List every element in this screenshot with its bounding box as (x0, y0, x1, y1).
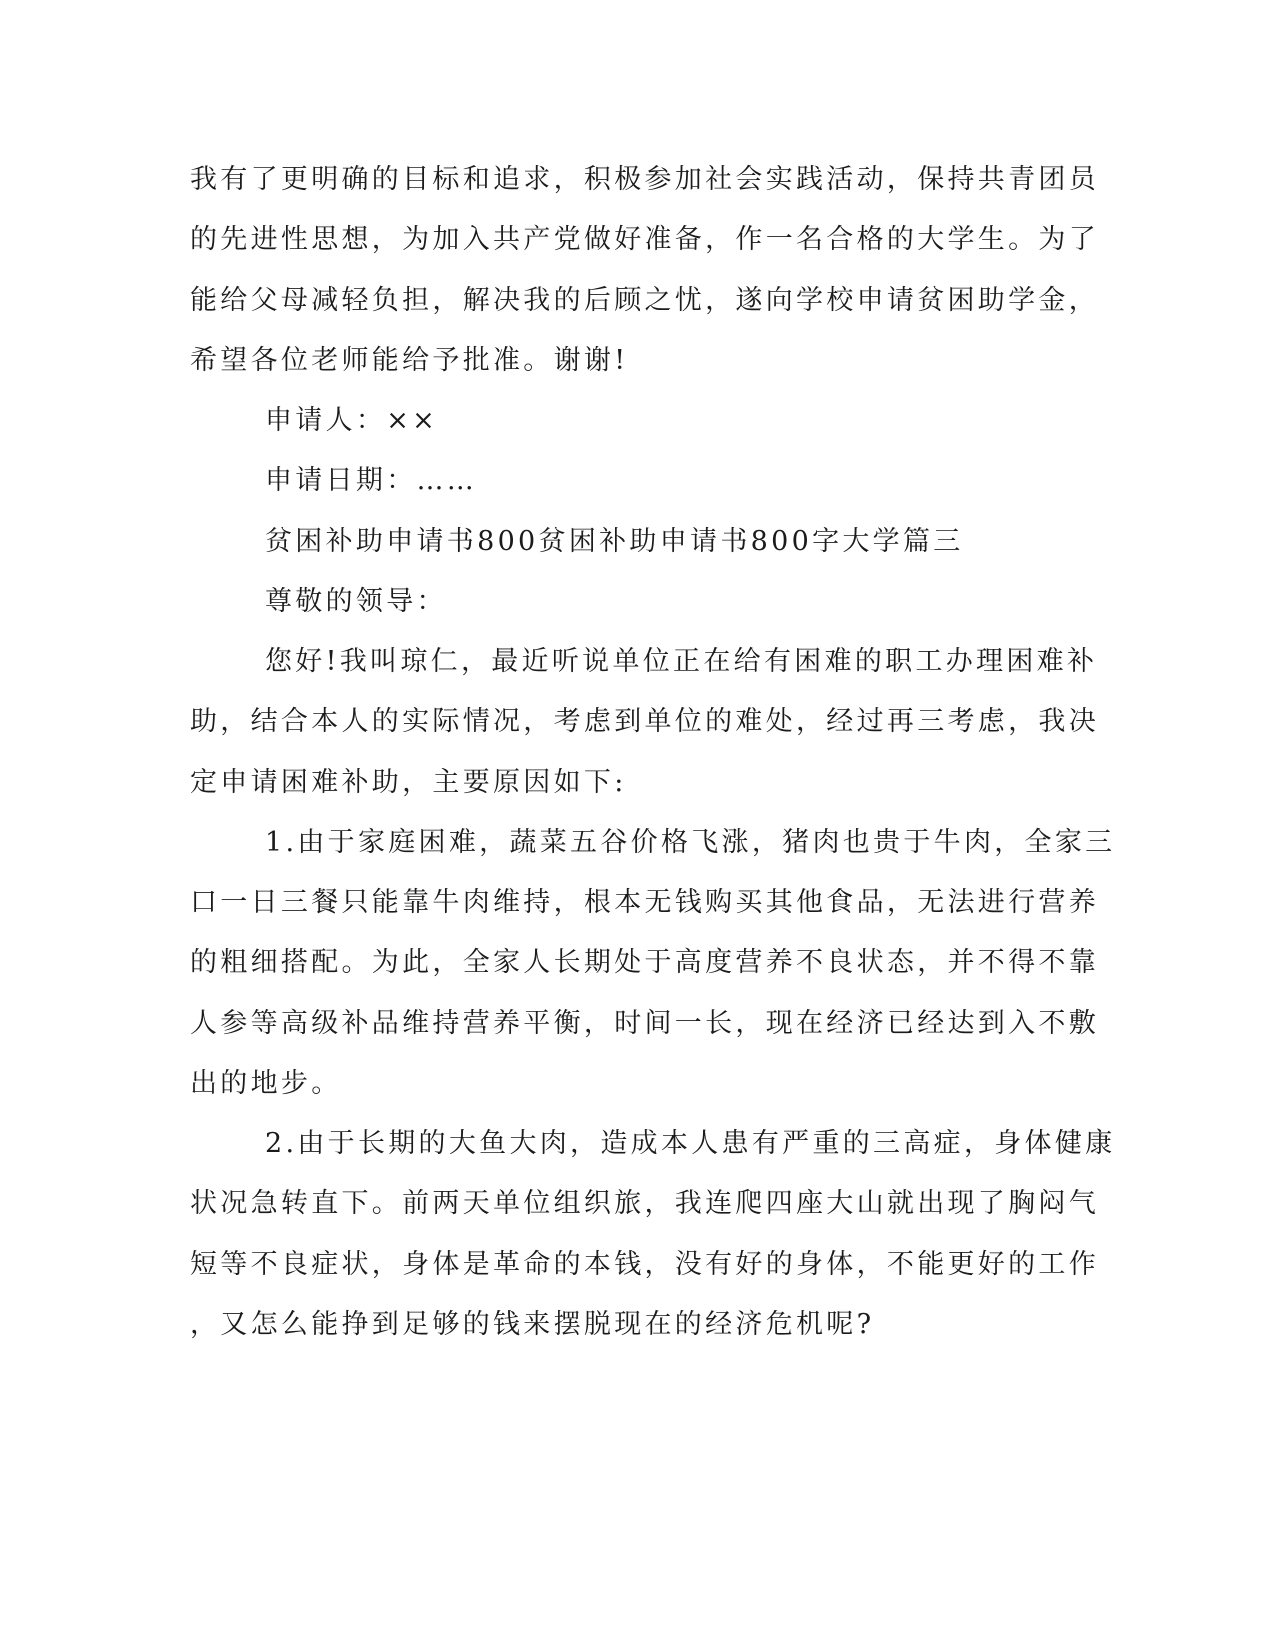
application-date-line: 申请日期：…… (265, 465, 478, 496)
section-heading: 贫困补助申请书800贫困补助申请书800字大学篇三 (265, 526, 964, 557)
paragraph-line: 我有了更明确的目标和追求，积极参加社会实践活动，保持共青团员 (190, 164, 1099, 195)
salutation: 尊敬的领导： (265, 586, 447, 617)
list-item-2-line: 短等不良症状，身体是革命的本钱，没有好的身体，不能更好的工作 (190, 1249, 1099, 1280)
list-item-1-line: 出的地步。 (190, 1068, 342, 1099)
applicant-line: 申请人：×× (265, 405, 439, 436)
paragraph-line: 定申请困难补助，主要原因如下: (190, 767, 627, 798)
list-item-1-line: 的粗细搭配。为此，全家人长期处于高度营养不良状态，并不得不靠 (190, 947, 1099, 978)
list-item-2-line: ，又怎么能挣到足够的钱来摆脱现在的经济危机呢? (190, 1309, 875, 1340)
list-item-1-line: 口一日三餐只能靠牛肉维持，根本无钱购买其他食品，无法进行营养 (190, 887, 1099, 918)
paragraph-line: 助，结合本人的实际情况，考虑到单位的难处，经过再三考虑，我决 (190, 706, 1099, 737)
paragraph-line: 的先进性思想，为加入共产党做好准备，作一名合格的大学生。为了 (190, 224, 1099, 255)
list-item-1-line: 人参等高级补品维持营养平衡，时间一长，现在经济已经达到入不敷 (190, 1008, 1099, 1039)
list-item-2-line: 2.由于长期的大鱼大肉，造成本人患有严重的三高症，身体健康 (265, 1128, 1116, 1159)
paragraph-line: 能给父母减轻负担，解决我的后顾之忧，遂向学校申请贫困助学金， (190, 285, 1099, 316)
list-item-2-line: 状况急转直下。前两天单位组织旅，我连爬四座大山就出现了胸闷气 (190, 1188, 1099, 1219)
paragraph-line: 希望各位老师能给予批准。谢谢! (190, 345, 629, 376)
list-item-1-line: 1.由于家庭困难，蔬菜五谷价格飞涨，猪肉也贵于牛肉，全家三 (265, 827, 1116, 858)
paragraph-line: 您好!我叫琼仁，最近听说单位正在给有困难的职工办理困难补 (265, 646, 1098, 677)
